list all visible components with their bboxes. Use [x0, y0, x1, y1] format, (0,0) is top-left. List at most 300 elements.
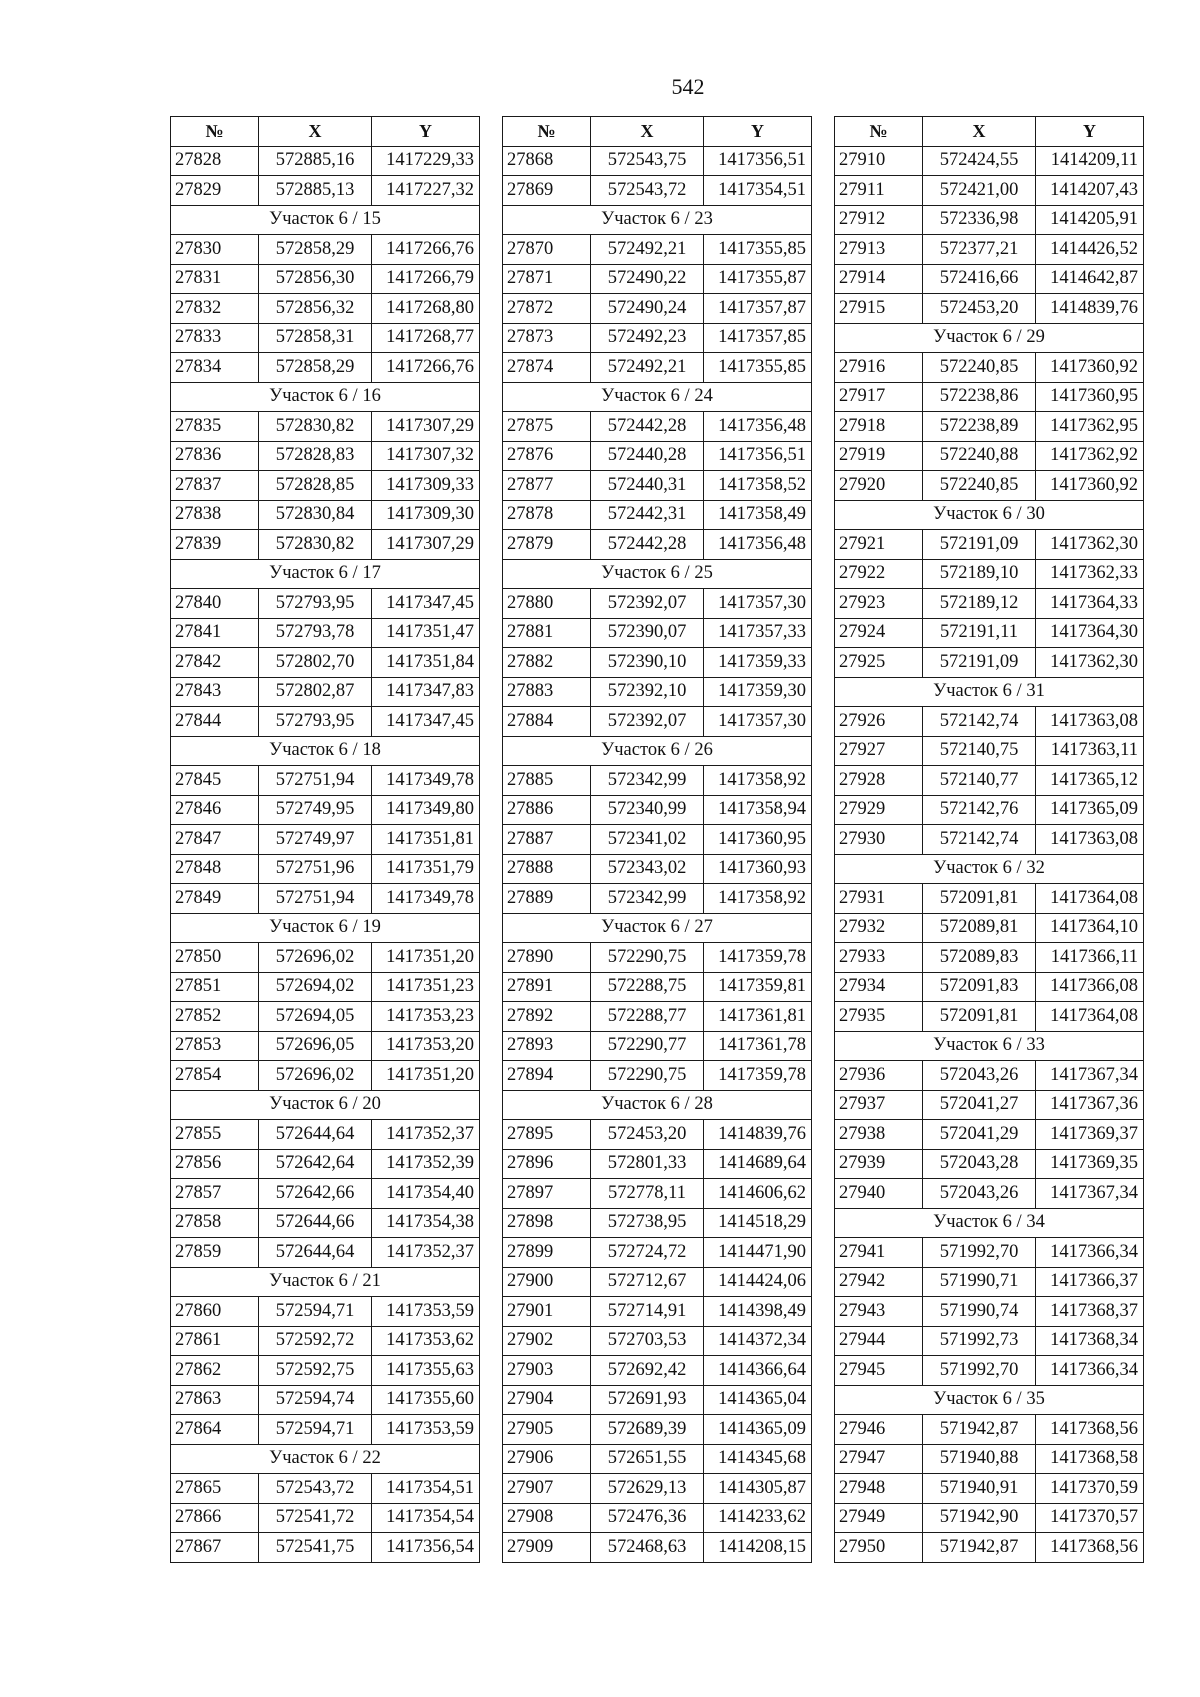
point-number: 27845 [171, 766, 259, 796]
table-row [835, 1533, 1144, 1563]
y-coordinate: 1417362,30 [1036, 530, 1144, 560]
point-number: 27870 [503, 235, 591, 265]
point-number: 27848 [171, 854, 259, 884]
point-number: 27896 [503, 1149, 591, 1179]
x-coordinate: 572390,10 [591, 648, 704, 678]
section-row [835, 500, 1144, 530]
point-number: 27832 [171, 294, 259, 324]
point-number: 27914 [835, 264, 923, 294]
y-coordinate: 1417360,92 [1036, 471, 1144, 501]
x-coordinate: 572858,31 [259, 323, 372, 353]
point-number: 27937 [835, 1090, 923, 1120]
y-coordinate: 1417268,80 [372, 294, 480, 324]
section-title: Участок 6 / 28 [503, 1090, 812, 1120]
table-row [171, 1208, 480, 1238]
x-coordinate: 572453,20 [591, 1120, 704, 1150]
table-row [835, 530, 1144, 560]
section-row [835, 1208, 1144, 1238]
x-coordinate: 572751,96 [259, 854, 372, 884]
point-number: 27904 [503, 1385, 591, 1415]
table-row [503, 1120, 812, 1150]
table-row [835, 294, 1144, 324]
point-number: 27861 [171, 1326, 259, 1356]
section-title: Участок 6 / 31 [835, 677, 1144, 707]
point-number: 27926 [835, 707, 923, 737]
point-number: 27887 [503, 825, 591, 855]
y-coordinate: 1417366,08 [1036, 972, 1144, 1002]
y-coordinate: 1417351,81 [372, 825, 480, 855]
x-coordinate: 572856,32 [259, 294, 372, 324]
x-coordinate: 572240,85 [923, 353, 1036, 383]
x-coordinate: 572642,66 [259, 1179, 372, 1209]
table-row [835, 1444, 1144, 1474]
table-row [835, 1415, 1144, 1445]
section-title: Участок 6 / 27 [503, 913, 812, 943]
y-coordinate: 1417359,78 [704, 943, 812, 973]
x-coordinate: 572341,02 [591, 825, 704, 855]
table-row [503, 1267, 812, 1297]
table-row [835, 382, 1144, 412]
header-y: Y [1036, 117, 1144, 147]
x-coordinate: 572724,72 [591, 1238, 704, 1268]
table-row [171, 1002, 480, 1032]
x-coordinate: 572592,75 [259, 1356, 372, 1386]
y-coordinate: 1417358,94 [704, 795, 812, 825]
table-row [503, 294, 812, 324]
section-row [171, 205, 480, 235]
point-number: 27922 [835, 559, 923, 589]
point-number: 27946 [835, 1415, 923, 1445]
table-row [503, 1208, 812, 1238]
y-coordinate: 1417309,33 [372, 471, 480, 501]
point-number: 27842 [171, 648, 259, 678]
table-row [503, 648, 812, 678]
table-row [503, 441, 812, 471]
y-coordinate: 1414366,64 [704, 1356, 812, 1386]
point-number: 27875 [503, 412, 591, 442]
table-row [171, 1533, 480, 1563]
y-coordinate: 1417307,29 [372, 412, 480, 442]
table-row [503, 1002, 812, 1032]
x-coordinate: 571940,88 [923, 1444, 1036, 1474]
point-number: 27880 [503, 589, 591, 619]
x-coordinate: 572541,72 [259, 1503, 372, 1533]
point-number: 27837 [171, 471, 259, 501]
section-title: Участок 6 / 22 [171, 1444, 480, 1474]
x-coordinate: 572290,75 [591, 943, 704, 973]
x-coordinate: 572140,75 [923, 736, 1036, 766]
x-coordinate: 572091,83 [923, 972, 1036, 1002]
point-number: 27859 [171, 1238, 259, 1268]
x-coordinate: 572416,66 [923, 264, 1036, 294]
point-number: 27873 [503, 323, 591, 353]
y-coordinate: 1417353,59 [372, 1415, 480, 1445]
y-coordinate: 1417349,78 [372, 884, 480, 914]
table-row [171, 471, 480, 501]
table-row [835, 1326, 1144, 1356]
point-number: 27908 [503, 1503, 591, 1533]
x-coordinate: 572492,21 [591, 353, 704, 383]
y-coordinate: 1414365,04 [704, 1385, 812, 1415]
section-row [171, 382, 480, 412]
table-row [503, 1503, 812, 1533]
table-row [503, 176, 812, 206]
y-coordinate: 1414305,87 [704, 1474, 812, 1504]
section-title: Участок 6 / 19 [171, 913, 480, 943]
table-row [835, 943, 1144, 973]
point-number: 27828 [171, 146, 259, 176]
table-row [171, 1326, 480, 1356]
y-coordinate: 1417347,45 [372, 707, 480, 737]
y-coordinate: 1417351,84 [372, 648, 480, 678]
point-number: 27856 [171, 1149, 259, 1179]
y-coordinate: 1417355,63 [372, 1356, 480, 1386]
section-title: Участок 6 / 23 [503, 205, 812, 235]
section-title: Участок 6 / 25 [503, 559, 812, 589]
table-row [171, 1061, 480, 1091]
x-coordinate: 572801,33 [591, 1149, 704, 1179]
table-row [835, 146, 1144, 176]
y-coordinate: 1417356,48 [704, 412, 812, 442]
y-coordinate: 1414345,68 [704, 1444, 812, 1474]
point-number: 27927 [835, 736, 923, 766]
table-row [171, 854, 480, 884]
y-coordinate: 1417352,37 [372, 1120, 480, 1150]
y-coordinate: 1417307,32 [372, 441, 480, 471]
point-number: 27834 [171, 353, 259, 383]
table-row [835, 736, 1144, 766]
table-row [171, 500, 480, 530]
x-coordinate: 572691,93 [591, 1385, 704, 1415]
table-row [171, 294, 480, 324]
y-coordinate: 1417361,81 [704, 1002, 812, 1032]
section-row [171, 1090, 480, 1120]
table-header-row [503, 117, 812, 147]
y-coordinate: 1417358,52 [704, 471, 812, 501]
x-coordinate: 572189,12 [923, 589, 1036, 619]
table-row [835, 1090, 1144, 1120]
y-coordinate: 1417266,76 [372, 235, 480, 265]
y-coordinate: 1417358,49 [704, 500, 812, 530]
point-number: 27938 [835, 1120, 923, 1150]
y-coordinate: 1417368,34 [1036, 1326, 1144, 1356]
x-coordinate: 572191,11 [923, 618, 1036, 648]
point-number: 27923 [835, 589, 923, 619]
table-row [503, 530, 812, 560]
y-coordinate: 1417362,92 [1036, 441, 1144, 471]
x-coordinate: 572694,02 [259, 972, 372, 1002]
point-number: 27916 [835, 353, 923, 383]
point-number: 27893 [503, 1031, 591, 1061]
x-coordinate: 572492,21 [591, 235, 704, 265]
table-row [835, 235, 1144, 265]
y-coordinate: 1417360,92 [1036, 353, 1144, 383]
point-number: 27871 [503, 264, 591, 294]
x-coordinate: 572644,66 [259, 1208, 372, 1238]
section-title: Участок 6 / 24 [503, 382, 812, 412]
x-coordinate: 572290,77 [591, 1031, 704, 1061]
point-number: 27862 [171, 1356, 259, 1386]
table-row [171, 707, 480, 737]
y-coordinate: 1417368,56 [1036, 1533, 1144, 1563]
point-number: 27924 [835, 618, 923, 648]
y-coordinate: 1417370,57 [1036, 1503, 1144, 1533]
x-coordinate: 572703,53 [591, 1326, 704, 1356]
point-number: 27865 [171, 1474, 259, 1504]
table-row [835, 913, 1144, 943]
x-coordinate: 572043,26 [923, 1179, 1036, 1209]
y-coordinate: 1417363,08 [1036, 707, 1144, 737]
table-row [503, 1031, 812, 1061]
y-coordinate: 1417352,37 [372, 1238, 480, 1268]
x-coordinate: 572828,83 [259, 441, 372, 471]
table-row [835, 795, 1144, 825]
y-coordinate: 1417362,33 [1036, 559, 1144, 589]
point-number: 27852 [171, 1002, 259, 1032]
y-coordinate: 1417367,34 [1036, 1179, 1144, 1209]
x-coordinate: 572191,09 [923, 530, 1036, 560]
table-row [835, 1474, 1144, 1504]
point-number: 27903 [503, 1356, 591, 1386]
y-coordinate: 1417362,30 [1036, 648, 1144, 678]
y-coordinate: 1417367,36 [1036, 1090, 1144, 1120]
point-number: 27901 [503, 1297, 591, 1327]
point-number: 27888 [503, 854, 591, 884]
table-row [171, 1179, 480, 1209]
table-row [835, 825, 1144, 855]
point-number: 27864 [171, 1415, 259, 1445]
y-coordinate: 1417362,95 [1036, 412, 1144, 442]
section-title: Участок 6 / 18 [171, 736, 480, 766]
point-number: 27902 [503, 1326, 591, 1356]
y-coordinate: 1417364,33 [1036, 589, 1144, 619]
table-row [835, 972, 1144, 1002]
y-coordinate: 1414424,06 [704, 1267, 812, 1297]
point-number: 27841 [171, 618, 259, 648]
x-coordinate: 572490,22 [591, 264, 704, 294]
table-row [171, 323, 480, 353]
section-title: Участок 6 / 17 [171, 559, 480, 589]
y-coordinate: 1417355,85 [704, 353, 812, 383]
y-coordinate: 1417356,51 [704, 441, 812, 471]
point-number: 27879 [503, 530, 591, 560]
table-row [503, 1444, 812, 1474]
table-row [171, 825, 480, 855]
point-number: 27877 [503, 471, 591, 501]
y-coordinate: 1417354,40 [372, 1179, 480, 1209]
x-coordinate: 572476,36 [591, 1503, 704, 1533]
y-coordinate: 1417353,20 [372, 1031, 480, 1061]
coordinate-table-3 [834, 116, 1144, 1563]
point-number: 27942 [835, 1267, 923, 1297]
x-coordinate: 572802,87 [259, 677, 372, 707]
x-coordinate: 572240,85 [923, 471, 1036, 501]
point-number: 27849 [171, 884, 259, 914]
x-coordinate: 572390,07 [591, 618, 704, 648]
table-row [835, 1149, 1144, 1179]
y-coordinate: 1417360,95 [704, 825, 812, 855]
table-row [171, 1238, 480, 1268]
section-title: Участок 6 / 35 [835, 1385, 1144, 1415]
point-number: 27843 [171, 677, 259, 707]
section-title: Участок 6 / 26 [503, 736, 812, 766]
y-coordinate: 1417351,23 [372, 972, 480, 1002]
table-row [171, 412, 480, 442]
point-number: 27915 [835, 294, 923, 324]
point-number: 27934 [835, 972, 923, 1002]
section-row [171, 559, 480, 589]
x-coordinate: 572828,85 [259, 471, 372, 501]
table-row [835, 648, 1144, 678]
table-row [503, 825, 812, 855]
y-coordinate: 1414205,91 [1036, 205, 1144, 235]
table-row [171, 589, 480, 619]
point-number: 27940 [835, 1179, 923, 1209]
x-coordinate: 572644,64 [259, 1120, 372, 1150]
table-row [171, 1503, 480, 1533]
point-number: 27909 [503, 1533, 591, 1563]
y-coordinate: 1417354,54 [372, 1503, 480, 1533]
table-row [503, 1061, 812, 1091]
point-number: 27897 [503, 1179, 591, 1209]
table-row [503, 1474, 812, 1504]
y-coordinate: 1414689,64 [704, 1149, 812, 1179]
x-coordinate: 572191,09 [923, 648, 1036, 678]
x-coordinate: 572696,02 [259, 1061, 372, 1091]
x-coordinate: 572858,29 [259, 235, 372, 265]
section-row [835, 677, 1144, 707]
point-number: 27911 [835, 176, 923, 206]
y-coordinate: 1417359,78 [704, 1061, 812, 1091]
y-coordinate: 1417357,87 [704, 294, 812, 324]
table-row [835, 176, 1144, 206]
point-number: 27863 [171, 1385, 259, 1415]
y-coordinate: 1414426,52 [1036, 235, 1144, 265]
table-row [171, 1031, 480, 1061]
point-number: 27948 [835, 1474, 923, 1504]
table-row [171, 884, 480, 914]
y-coordinate: 1417358,92 [704, 766, 812, 796]
x-coordinate: 572238,89 [923, 412, 1036, 442]
table-row [503, 1297, 812, 1327]
x-coordinate: 572642,64 [259, 1149, 372, 1179]
y-coordinate: 1414642,87 [1036, 264, 1144, 294]
x-coordinate: 572442,28 [591, 412, 704, 442]
x-coordinate: 572424,55 [923, 146, 1036, 176]
y-coordinate: 1414839,76 [1036, 294, 1144, 324]
y-coordinate: 1414398,49 [704, 1297, 812, 1327]
header-number: № [503, 117, 591, 147]
table-row [503, 1385, 812, 1415]
y-coordinate: 1414207,43 [1036, 176, 1144, 206]
table-row [503, 707, 812, 737]
point-number: 27920 [835, 471, 923, 501]
point-number: 27907 [503, 1474, 591, 1504]
x-coordinate: 572692,42 [591, 1356, 704, 1386]
y-coordinate: 1414518,29 [704, 1208, 812, 1238]
table-row [503, 235, 812, 265]
x-coordinate: 572342,99 [591, 884, 704, 914]
x-coordinate: 572043,28 [923, 1149, 1036, 1179]
point-number: 27835 [171, 412, 259, 442]
y-coordinate: 1417357,33 [704, 618, 812, 648]
x-coordinate: 572091,81 [923, 1002, 1036, 1032]
coordinate-table-1 [170, 116, 480, 1563]
y-coordinate: 1417368,56 [1036, 1415, 1144, 1445]
section-row [835, 1385, 1144, 1415]
table-row [503, 795, 812, 825]
x-coordinate: 572189,10 [923, 559, 1036, 589]
point-number: 27833 [171, 323, 259, 353]
y-coordinate: 1414209,11 [1036, 146, 1144, 176]
x-coordinate: 572089,83 [923, 943, 1036, 973]
point-number: 27829 [171, 176, 259, 206]
table-row [503, 1533, 812, 1563]
table-row [503, 264, 812, 294]
point-number: 27839 [171, 530, 259, 560]
coordinate-table-2 [502, 116, 812, 1563]
point-number: 27891 [503, 972, 591, 1002]
table-row [835, 1503, 1144, 1533]
point-number: 27885 [503, 766, 591, 796]
x-coordinate: 572749,97 [259, 825, 372, 855]
section-row [503, 205, 812, 235]
y-coordinate: 1417370,59 [1036, 1474, 1144, 1504]
x-coordinate: 572421,00 [923, 176, 1036, 206]
table-row [171, 943, 480, 973]
table-row [835, 471, 1144, 501]
table-row [171, 235, 480, 265]
point-number: 27932 [835, 913, 923, 943]
section-row [835, 1031, 1144, 1061]
y-coordinate: 1417364,30 [1036, 618, 1144, 648]
y-coordinate: 1417309,30 [372, 500, 480, 530]
x-coordinate: 571990,74 [923, 1297, 1036, 1327]
y-coordinate: 1414471,90 [704, 1238, 812, 1268]
point-number: 27883 [503, 677, 591, 707]
header-x: X [923, 117, 1036, 147]
y-coordinate: 1417352,39 [372, 1149, 480, 1179]
x-coordinate: 572340,99 [591, 795, 704, 825]
point-number: 27882 [503, 648, 591, 678]
x-coordinate: 571940,91 [923, 1474, 1036, 1504]
y-coordinate: 1417266,76 [372, 353, 480, 383]
point-number: 27855 [171, 1120, 259, 1150]
point-number: 27933 [835, 943, 923, 973]
y-coordinate: 1417347,45 [372, 589, 480, 619]
section-title: Участок 6 / 16 [171, 382, 480, 412]
table-row [503, 1415, 812, 1445]
y-coordinate: 1414208,15 [704, 1533, 812, 1563]
x-coordinate: 572644,64 [259, 1238, 372, 1268]
table-row [835, 1120, 1144, 1150]
table-row [835, 353, 1144, 383]
y-coordinate: 1417357,85 [704, 323, 812, 353]
x-coordinate: 572377,21 [923, 235, 1036, 265]
point-number: 27853 [171, 1031, 259, 1061]
table-row [171, 1356, 480, 1386]
point-number: 27905 [503, 1415, 591, 1445]
section-row [835, 323, 1144, 353]
x-coordinate: 572793,95 [259, 707, 372, 737]
point-number: 27844 [171, 707, 259, 737]
point-number: 27910 [835, 146, 923, 176]
y-coordinate: 1417368,58 [1036, 1444, 1144, 1474]
section-title: Участок 6 / 33 [835, 1031, 1144, 1061]
table-row [835, 1297, 1144, 1327]
x-coordinate: 572041,27 [923, 1090, 1036, 1120]
table-row [835, 589, 1144, 619]
